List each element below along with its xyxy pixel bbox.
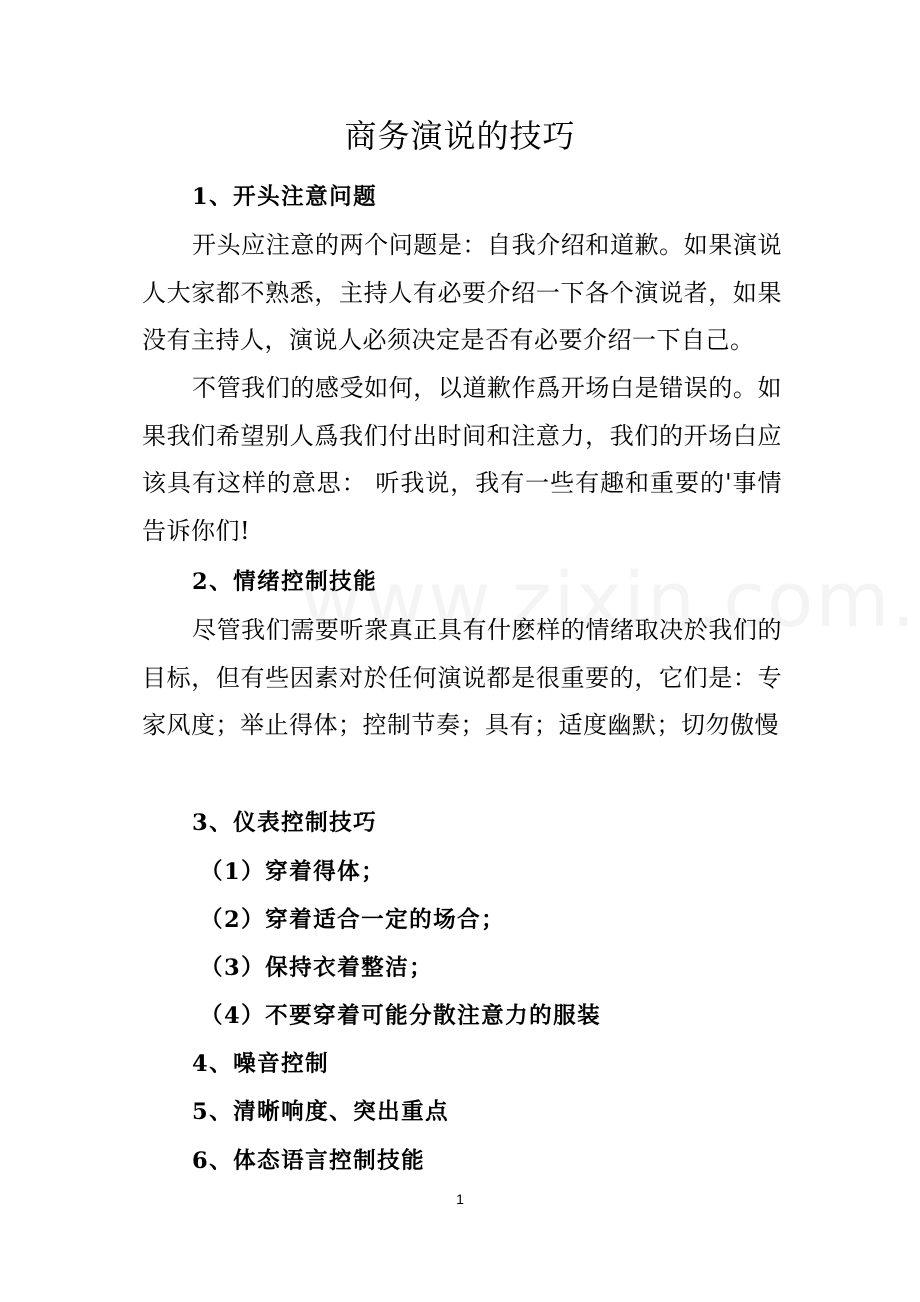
section-heading-4: 4、噪音控制 bbox=[192, 1051, 330, 1077]
page-number: 1 bbox=[456, 1191, 464, 1207]
list-item: （2）穿着适合一定的场合； bbox=[200, 907, 506, 933]
list-item: （3）保持衣着整洁； bbox=[200, 955, 434, 981]
page-title: 商务演说的技巧 bbox=[344, 117, 576, 155]
section-heading-1: 1、开头注意问题 bbox=[192, 184, 378, 210]
paragraph-intro-issues: 开头应注意的两个问题是：自我介绍和道歉。如果演说人大家都不熟悉，主持人有必要介绍一下各个演说者，如果没有主持人，演说人必须决定是否有必要介绍一下自己。 bbox=[142, 231, 782, 354]
paragraph-no-apology: 不管我们的感受如何，以道歉作爲开场白是错误的。如果我们希望别人爲我们付出时间和注意力，我们的开场白应该具有这样的意思： 听我说，我有一些有趣和重要的'事情告诉你们! bbox=[142, 374, 782, 545]
section-heading-3: 3、仪表控制技巧 bbox=[192, 810, 378, 836]
list-item: （1）穿着得体； bbox=[200, 859, 386, 885]
list-item: （4）不要穿着可能分散注意力的服装 bbox=[200, 1003, 602, 1029]
section-heading-6: 6、体态语言控制技能 bbox=[192, 1148, 426, 1174]
section-heading-2: 2、情绪控制技能 bbox=[192, 569, 378, 595]
paragraph-emotion-control: 尽管我们需要听衆真正具有什麽样的情绪取决於我们的目标，但有些因素对於任何演说都是很重要的，它们是：专家风度；举止得体；控制节奏；具有；适度幽默；切勿傲慢 bbox=[142, 616, 782, 739]
section-heading-5: 5、清晰响度、突出重点 bbox=[192, 1099, 450, 1125]
